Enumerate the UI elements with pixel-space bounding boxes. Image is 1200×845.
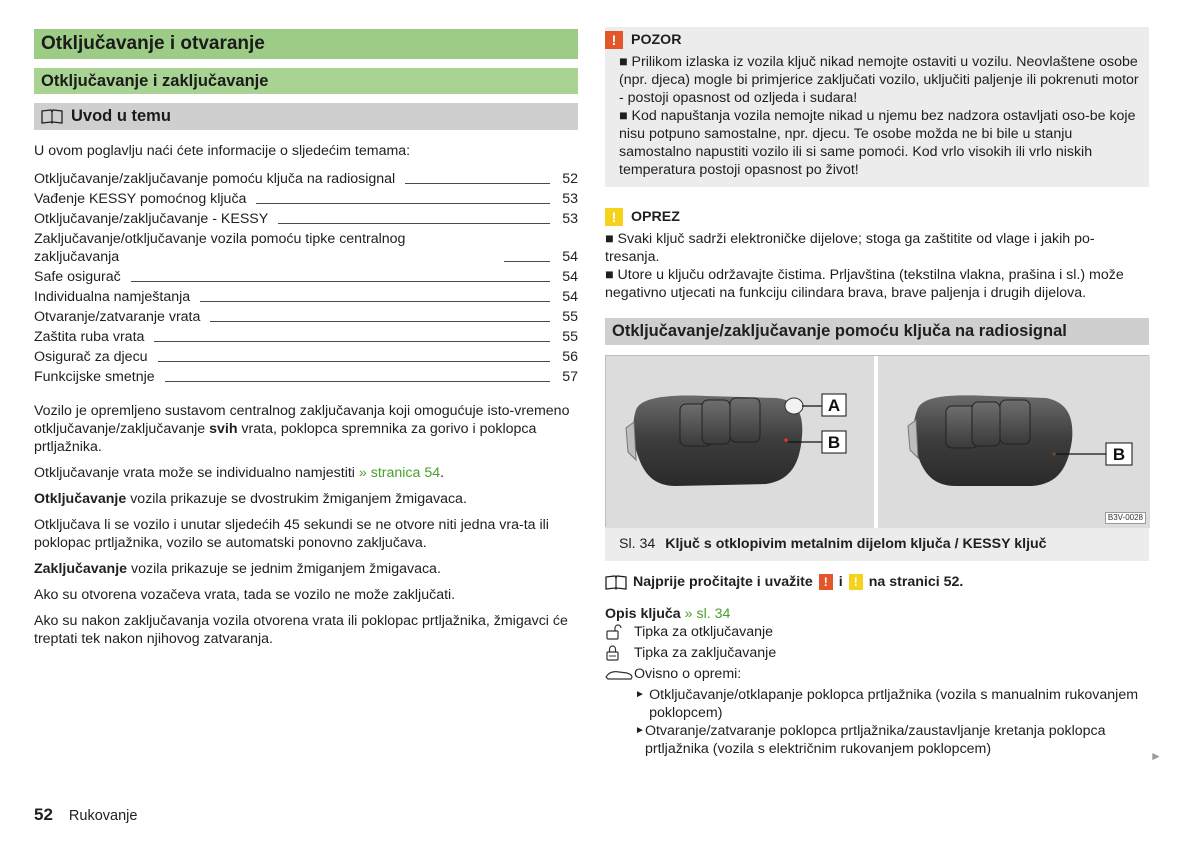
toc-item[interactable]: Osigurač za djecu 56 (34, 349, 578, 365)
next-page-arrow-icon[interactable]: ► (1150, 749, 1162, 763)
toc-item[interactable]: Zaključavanje/otključavanje vozila pomoću tipke centralnog zaključavanja 54 (34, 231, 578, 265)
caution-box (605, 207, 1149, 302)
paragraph: Otključavanje vozila prikazuje se dvostrukim žmiganjem žmigavaca. (34, 491, 467, 507)
figure-link[interactable]: » sl. 34 (684, 606, 731, 622)
book-icon (41, 109, 63, 124)
lock-button-item: Tipka za zaključavanje (605, 644, 1149, 665)
toc-item[interactable]: Otvaranje/zatvaranje vrata 55 (34, 309, 578, 325)
page-link[interactable]: » stranica 54 (358, 465, 441, 481)
right-column (605, 27, 1149, 758)
caution-title: OPREZ (631, 209, 680, 225)
book-icon (605, 575, 627, 590)
caution-icon: ! (605, 208, 623, 226)
paragraph: Otključava li se vozilo i unutar sljedećih 45 sekundi se ne otvore niti jedna vra-ta ili poklopac prtljažnika, vozilo se automatski ponovno zaključava. (34, 517, 549, 551)
warning-box (605, 27, 1149, 187)
figure-label-b: B (1112, 445, 1126, 464)
paragraph: Vozilo je opremljeno sustavom centralnog zaključavanja koji omogućuje isto-vremeno otključavanje/zaključavanje svih vrata, poklopca spremnika za gorivo i poklopca prtljažnika. (34, 403, 570, 455)
paragraph: Zaključavanje vozila prikazuje se jednim žmiganjem žmigavaca. (34, 561, 441, 577)
toc-item[interactable]: Vađenje KESSY pomoćnog ključa 53 (34, 191, 578, 207)
toc-item[interactable]: Otključavanje/zaključavanje - KESSY 53 (34, 211, 578, 227)
bullet-triangle-icon: ► (635, 689, 645, 700)
key-illustration (606, 356, 1150, 528)
figure-code: B3V-0028 (1105, 512, 1146, 524)
paragraph: Ako su otvorena vozačeva vrata, tada se vozilo ne može zaključati. (34, 587, 456, 603)
paragraph: Ako su nakon zaključavanja vozila otvorena vrata ili poklopac prtljažnika, žmigavci će treptati tek nakon njihovog zatvaranja. (34, 613, 568, 647)
toc-item[interactable]: Otključavanje/zaključavanje pomoću ključa na radiosignal 52 (34, 171, 578, 187)
list-item: ► Otvaranje/zatvaranje poklopca prtljažnika/zaustavljanje kretanja poklopca prtljažnika (vozila s električnim rukovanjem poklopcem) (635, 723, 1106, 757)
toc-item[interactable]: Individualna namještanja 54 (34, 289, 578, 305)
table-of-contents (34, 168, 578, 386)
left-column (34, 29, 578, 648)
unlock-button-item: Tipka za otključavanje (605, 623, 1149, 644)
lock-icon (605, 644, 634, 662)
page-footer (34, 806, 137, 825)
figure-title: Ključ s otklopivim metalnim dijelom ključa / KESSY ključ (665, 536, 1047, 552)
caution-header (605, 207, 1149, 227)
read-first-note: Najprije pročitajte i uvažite ! i ! na stranici 52. (605, 573, 1149, 591)
chapter-heading: Otključavanje i otvaranje (34, 29, 578, 59)
figure-label-a: A (827, 396, 841, 415)
warning-icon: ! (605, 31, 623, 49)
toc-item[interactable]: Funkcijske smetnje 57 (34, 369, 578, 385)
page-number: 52 (34, 805, 53, 824)
caution-text: ■ Utore u ključu održavajte čistima. Prljavština (tekstilna vlakna, prašina i sl.) može negativno utjecati na funkciju cilindara brava, brave paljenja i drugih dijelova. (605, 267, 1124, 301)
section-heading: Otključavanje i zaključavanje (34, 68, 578, 94)
car-trunk-icon (605, 665, 634, 683)
warning-icon: ! (819, 574, 833, 590)
topic-heading-label: Uvod u temu (71, 107, 171, 125)
topic-heading (34, 103, 578, 130)
figure-label-b: B (827, 433, 841, 452)
toc-item[interactable]: Zaštita ruba vrata 55 (34, 329, 578, 345)
key-figure (605, 355, 1149, 527)
trunk-button-item: Ovisno o opremi: (605, 665, 1149, 686)
list-item: ► Otključavanje/otklapanje poklopca prtljažnika (vozila s manualnim rukovanjem poklopcem) (635, 687, 1139, 721)
warning-header (605, 30, 1139, 50)
warning-title: POZOR (631, 32, 682, 48)
section-heading: Otključavanje/zaključavanje pomoću ključa na radiosignal (605, 318, 1149, 345)
paragraph: Otključavanje vrata može se individualno namjestiti » stranica 54. (34, 465, 445, 481)
figure-number: Sl. 34 (619, 536, 656, 552)
bullet-triangle-icon: ► (635, 725, 645, 736)
warning-text: ■ Kod napuštanja vozila nemojte nikad u njemu bez nadzora ostavljati oso-be koje nisu potpuno samostalne, npr. djecu. Te osobe možda ne bi bile u stanju samostalno napustiti vozilo ili si same pomoći. Kod vrlo visokih ili vrlo niskih temperatura postoji opasnost po život! (619, 108, 1136, 178)
intro-text: U ovom poglavlju naći ćete informacije o sljedećim temama: (34, 143, 411, 159)
caution-icon: ! (849, 574, 863, 590)
footer-section: Rukovanje (68, 808, 138, 824)
caution-text: ■ Svaki ključ sadrži elektroničke dijelove; stoga ga zaštitite od vlage i jakih po-tresanja. (605, 231, 1095, 265)
key-description-heading: Opis ključa » sl. 34 (605, 606, 731, 622)
unlock-icon (605, 623, 634, 641)
warning-text: ■ Prilikom izlaska iz vozila ključ nikad nemojte ostaviti u vozilu. Neovlaštene osobe (npr. djeca) mogle bi primjerice zaključati vozilo, uključiti paljenje ili pokrenuti motor - postoji opasnost od ozljeda i sudara! (619, 54, 1139, 106)
figure-caption (605, 527, 1149, 561)
toc-item[interactable]: Safe osigurač 54 (34, 269, 578, 285)
